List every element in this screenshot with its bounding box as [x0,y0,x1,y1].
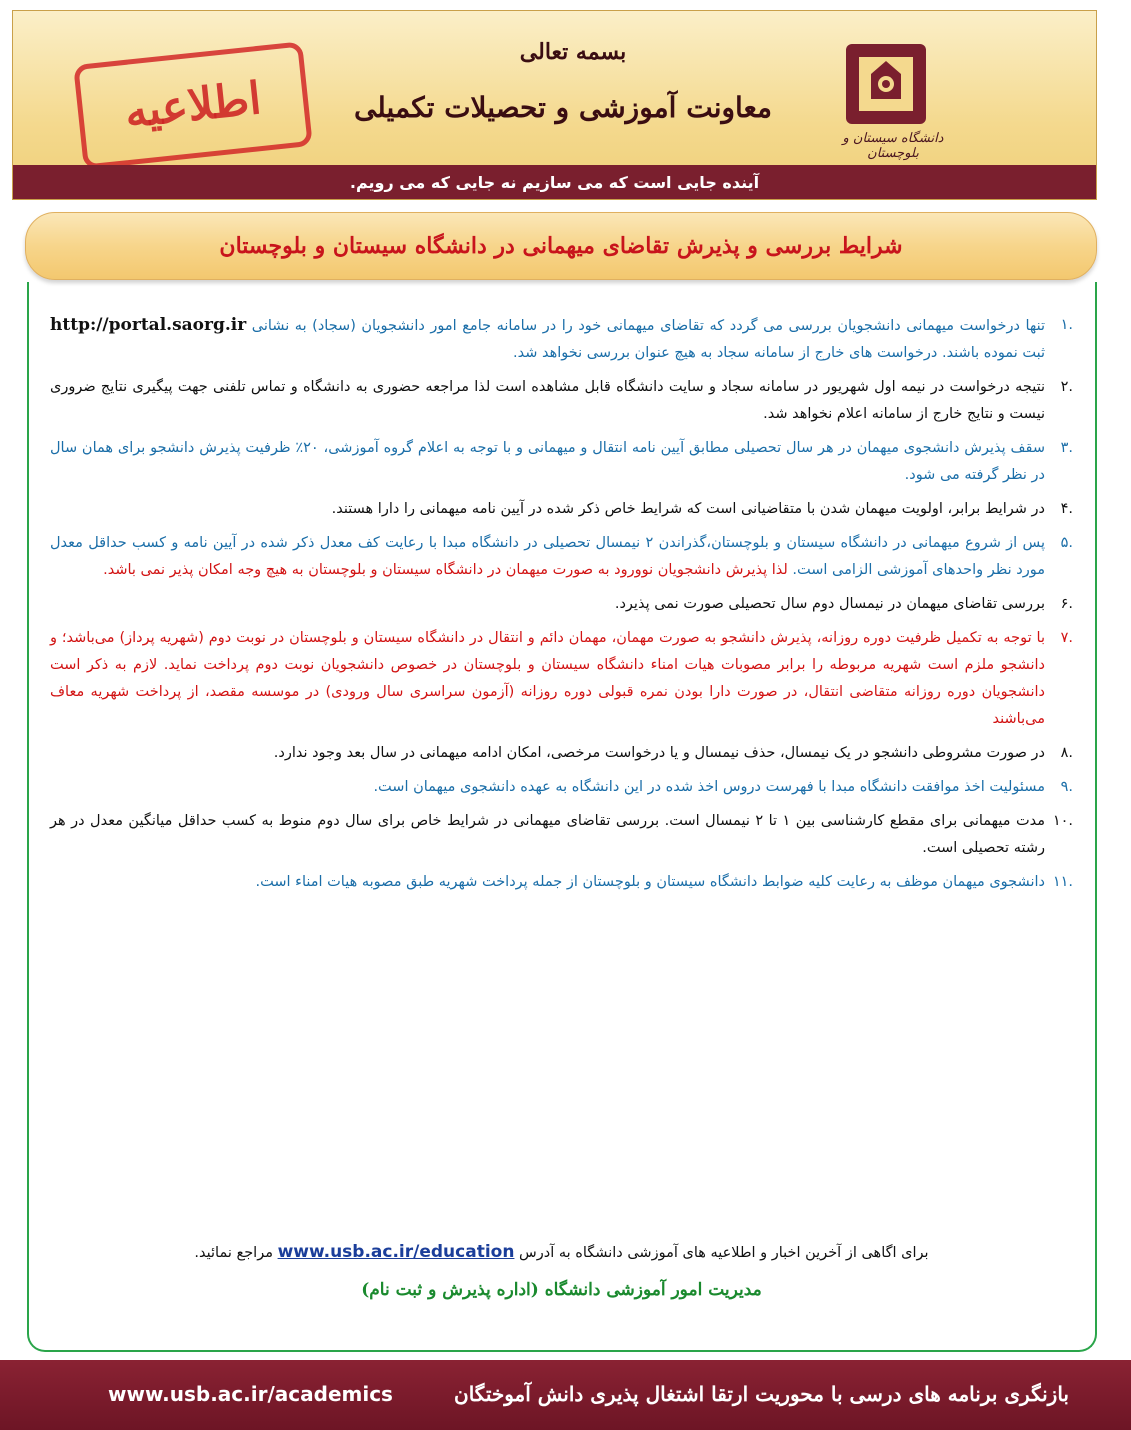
item-number: .۳ [1060,440,1073,456]
university-logo-icon [841,39,931,129]
item-text-part: ثبت نموده باشند. درخواست های خارج از سامانه سجاد به هیچ عنوان بررسی نخواهد شد. [512,345,1045,361]
item-text-part: تنها درخواست میهمانی دانشجویان بررسی می گردد که تقاضای میهمانی خود را در سامانه جامع امور دانشجویان (سجاد) به نشانی [246,318,1045,334]
item-number: .۶ [1060,596,1073,612]
item-text [50,625,1045,733]
footer-text: بازنگری برنامه های درسی با محوریت ارتقا اشتغال پذیری دانش آموختگان [454,1382,1069,1406]
note-after: مراجع نمائید. [194,1245,278,1261]
item-number: .۱ [1060,317,1073,333]
item-text-part: سقف پذیرش دانشجوی میهمان در هر سال تحصیلی مطابق آیین نامه انتقال و میهمانی و با توجه به اعلام گروه آموزشی، ۲۰٪ ظرفیت پذیرش دانشجو برای همان سال در نظر گرفته می شود. [50,440,1045,483]
item-number: .۸ [1060,745,1073,761]
item-text [50,435,1045,489]
list-item [50,496,1073,523]
slogan-strip [13,165,1096,199]
item-text [50,374,1045,428]
item-text [50,740,1045,767]
item-text [50,312,1045,367]
list-item [50,435,1073,489]
item-text-part: لذا پذیرش دانشجویان نوورود به صورت میهمان در دانشگاه سیستان و بلوچستان به هیچ وجه امکان پذیر نمی باشد. [103,562,788,578]
header-banner [12,10,1097,200]
item-text [50,869,1045,896]
item-number: .۱۰ [1052,813,1073,829]
item-text-part: مسئولیت اخذ موافقت دانشگاه مبدا با فهرست دروس اخذ شده در این دانشگاه به عهده دانشجوی میهمان است. [373,779,1045,795]
title-bar [25,212,1097,280]
list-item [50,591,1073,618]
list-item [50,869,1073,896]
item-number: .۴ [1060,501,1073,517]
item-number: .۱۱ [1052,874,1073,890]
item-text-part: در شرایط برابر، اولویت میهمان شدن با متقاضیانی است که شرایط خاص ذکر شده در آیین نامه میهمانی را دارا هستند. [331,501,1045,517]
signature: مدیریت امور آموزشی دانشگاه (اداره پذیرش و ثبت نام) [361,1280,762,1300]
list-item [50,740,1073,767]
item-number: .۵ [1060,535,1073,551]
footer-bar [0,1360,1131,1430]
education-link[interactable]: www.usb.ac.ir/education [277,1242,515,1262]
basmala: بسمه تعالی [519,39,627,65]
item-number: .۲ [1060,379,1073,395]
page-title: شرایط بررسی و پذیرش تقاضای میهمانی در دانشگاه سیستان و بلوچستان [219,233,903,259]
item-text [50,496,1045,523]
item-number: .۷ [1060,630,1073,646]
rules-list [50,312,1073,903]
slogan-text: آینده جایی است که می سازیم نه جایی که می رویم. [349,172,760,192]
item-text [50,591,1045,618]
list-item [50,530,1073,584]
note-before: برای اگاهی از آخرین اخبار و اطلاعیه های آموزشی دانشگاه به آدرس [514,1245,929,1261]
portal-link[interactable]: http://portal.saorg.ir [50,315,247,335]
item-number: .۹ [1060,779,1073,795]
item-text [50,808,1045,862]
university-logo-text: دانشگاه سیستان و بلوچستان [842,131,944,161]
item-text-part: پس از شروع میهمانی در دانشگاه سیستان و بلوچستان،گذراندن ۲ نیمسال تحصیلی در دانشگاه مبدا با رعایت کف معدل ذکر شده در آیین نامه و کسب حداقل معدل مورد نظر واحدهای آموزشی الزامی است. [50,535,1045,578]
footer-url[interactable]: www.usb.ac.ir/academics [108,1382,393,1406]
item-text [50,774,1045,801]
item-text-part: مدت میهمانی برای مقطع کارشناسی بین ۱ تا ۲ نیمسال است. بررسی تقاضای میهمانی در شرایط خاص برای سال دوم منوط به کسب حداقل میانگین معدل در هر رشته تحصیلی است. [50,813,1046,856]
list-item [50,374,1073,428]
stamp-label: اطلاعیه [122,72,264,139]
item-text-part: بررسی تقاضای میهمان در نیمسال دوم سال تحصیلی صورت نمی پذیرد. [614,596,1045,612]
item-text-part: در صورت مشروطی دانشجو در یک نیمسال، حذف نیمسال و یا درخواست مرخصی، امکان ادامه میهمانی در سال بعد وجود ندارد. [273,745,1045,761]
item-text-part: دانشجوی میهمان موظف به رعایت کلیه ضوابط دانشگاه سیستان و بلوچستان از جمله پرداخت شهریه طبق مصوبه هیات امناء است. [255,874,1045,890]
list-item [50,808,1073,862]
list-item [50,312,1073,367]
deputy-title: معاونت آموزشی و تحصیلات تکمیلی [353,91,773,124]
list-item [50,625,1073,733]
list-item [50,774,1073,801]
item-text-part: نتیجه درخواست در نیمه اول شهریور در سامانه سجاد و سایت دانشگاه قابل مشاهده است لذا مراجعه حضوری به دانشگاه و تماس تلفنی جهت پیگیری نتایج ضروری نیست و نتایج خارج از سامانه اعلام نخواهد شد. [50,379,1045,422]
notice-stamp [73,41,313,169]
info-note [50,1242,1073,1262]
item-text-part: با توجه به تکمیل ظرفیت دوره روزانه، پذیرش دانشجو به صورت مهمان، مهمان دائم و انتقال در دانشگاه سیستان و بلوچستان در نوبت دوم (شهریه پرداز) می‌باشد؛ و دانشجو ملزم است شهریه مربوطه را برابر مصوبات هیات امناء دانشگاه سیستان و بلوچستان در خصوص دانشجویان نوبت دوم پرداخت نماید. لازم به ذکر است دانشجویان دوره روزانه متقاضی انتقال، در صورت دارا بودن نمره قبولی دوره روزانه (آزمون سراسری سال ورودی) در موسسه مقصد، از پرداخت شهریه معاف می‌باشند [50,630,1045,727]
item-text [50,530,1045,584]
